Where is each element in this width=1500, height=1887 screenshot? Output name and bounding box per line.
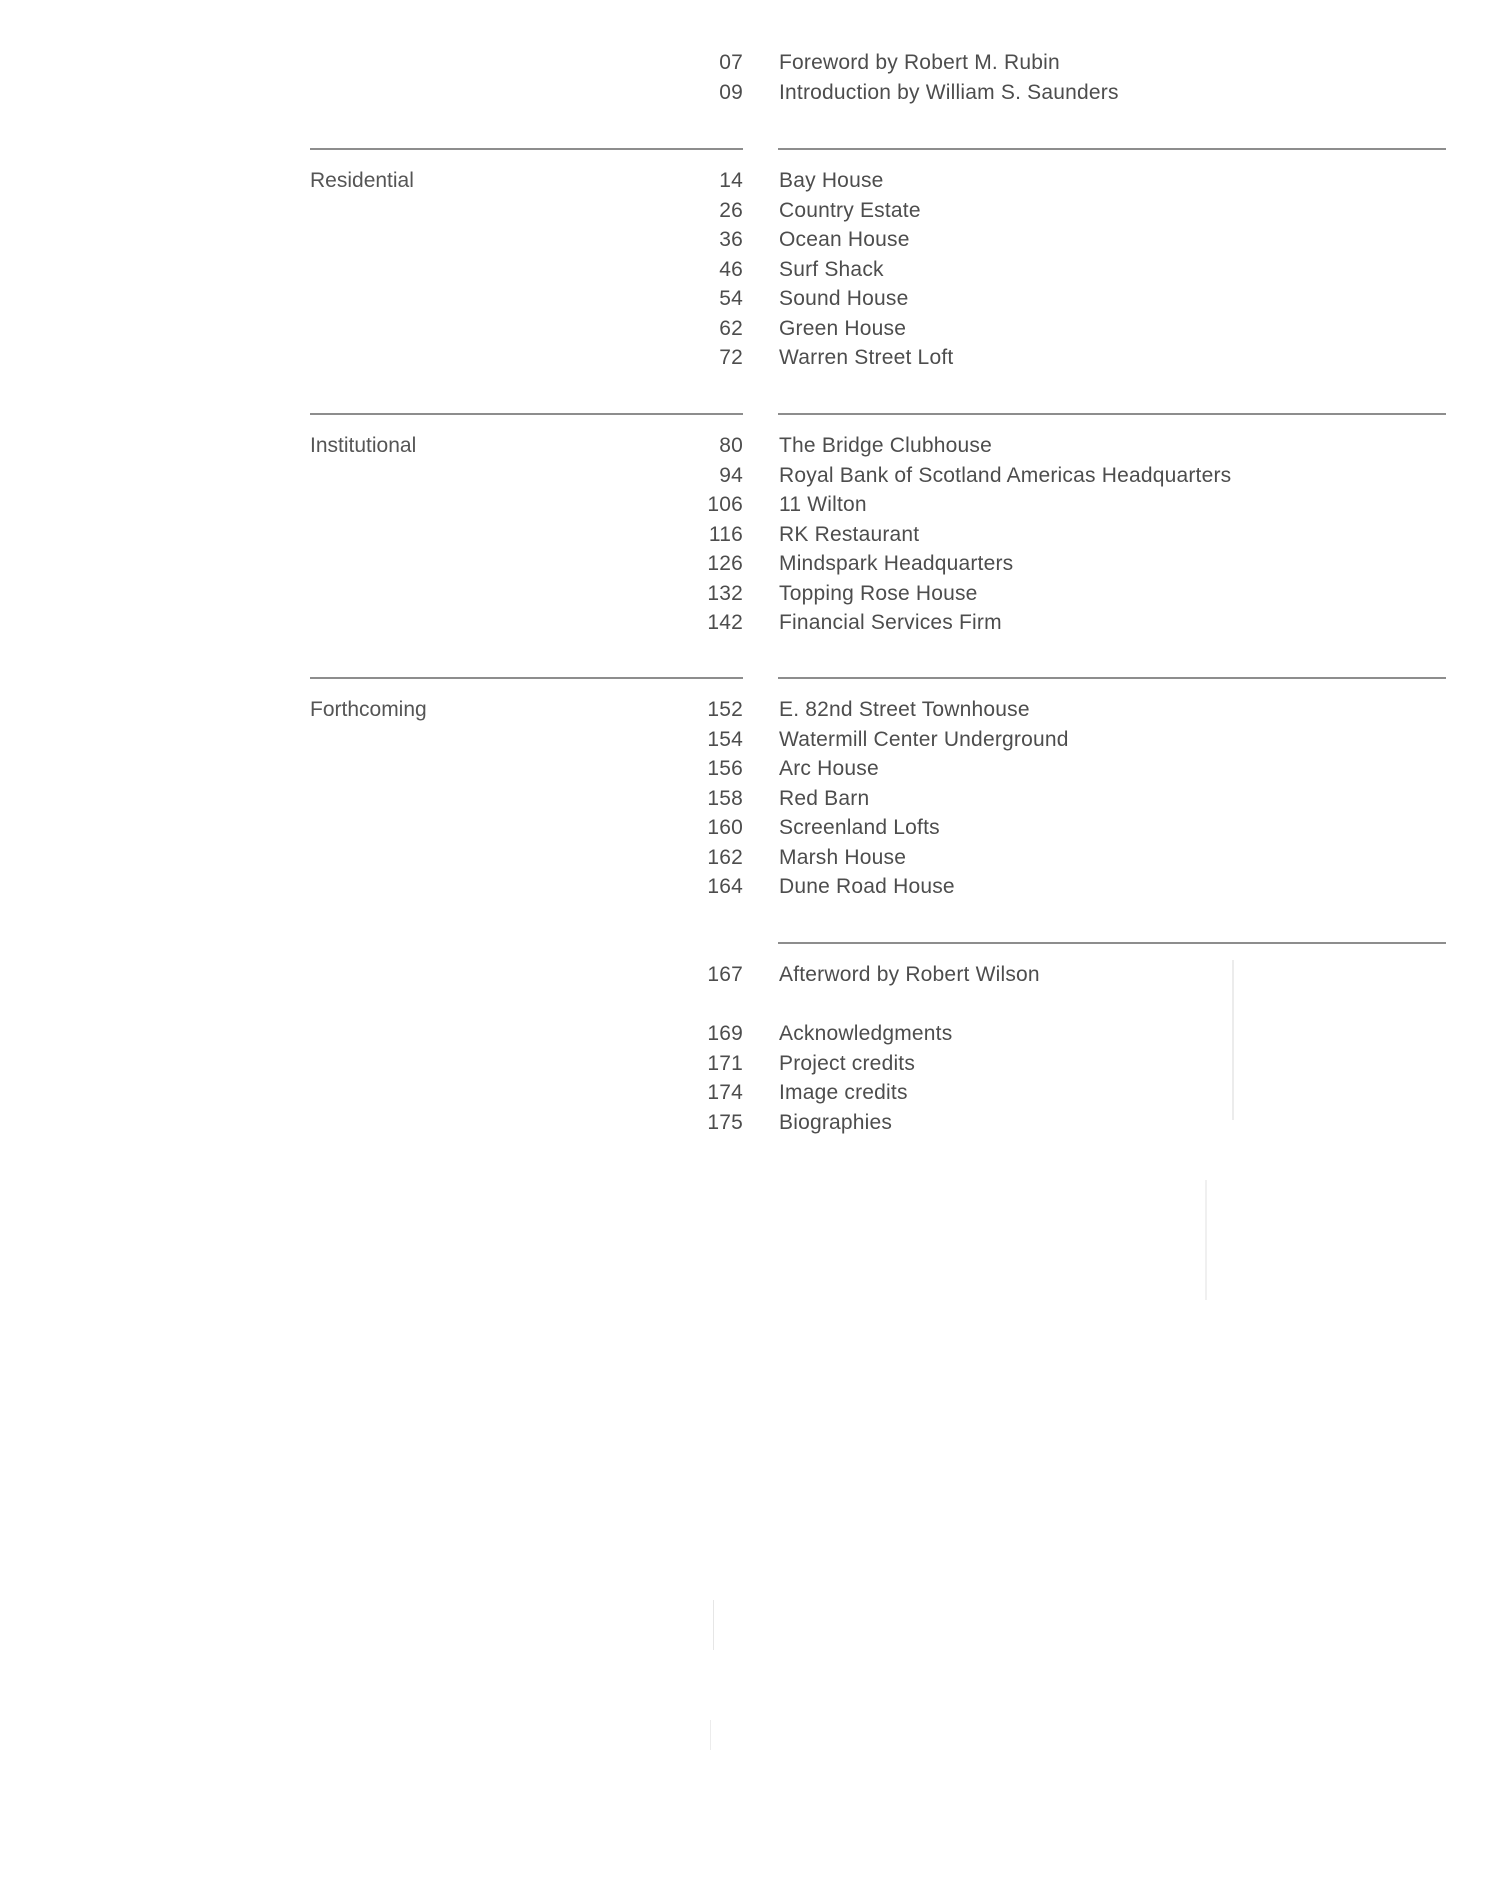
toc-entry xyxy=(0,343,1500,373)
section-divider-right xyxy=(778,148,1446,150)
entry-title: Dune Road House xyxy=(779,875,955,898)
page-number: 160 xyxy=(707,816,743,839)
entry-title: Mindspark Headquarters xyxy=(779,552,1014,575)
entry-title: Marsh House xyxy=(779,845,907,869)
section-divider-right xyxy=(778,942,1446,944)
toc-entry xyxy=(0,78,1500,108)
toc-entry xyxy=(0,255,1500,285)
section-divider-left xyxy=(310,677,743,679)
entry-title: Foreword by Robert M. Rubin xyxy=(779,51,1060,74)
toc-entry xyxy=(0,490,1500,520)
toc-entry xyxy=(0,549,1500,579)
toc-entry xyxy=(0,461,1500,491)
scan-artifact xyxy=(1232,960,1234,1120)
page-number: 126 xyxy=(707,552,743,575)
entry-title: Image credits xyxy=(779,1081,908,1104)
entry-title: Royal Bank of Scotland Americas Headquarters xyxy=(779,463,1232,487)
scan-artifact xyxy=(710,1720,711,1750)
section-label: Forthcoming xyxy=(310,698,427,721)
section-divider-left xyxy=(310,148,743,150)
entry-title: Warren Street Loft xyxy=(779,346,954,369)
page-number: 152 xyxy=(707,698,743,721)
entry-title: RK Restaurant xyxy=(779,522,920,546)
section-divider-right xyxy=(778,677,1446,679)
entry-title: Introduction by William S. Saunders xyxy=(779,80,1119,104)
section-divider-left xyxy=(310,413,743,415)
page-number: 106 xyxy=(707,493,743,516)
entry-title: Ocean House xyxy=(779,228,910,251)
page-number: 169 xyxy=(707,1022,743,1045)
page-number: 94 xyxy=(719,463,743,487)
toc-entry xyxy=(0,431,1500,461)
toc-entry xyxy=(0,754,1500,784)
page-number: 175 xyxy=(707,1110,743,1134)
entry-title: E. 82nd Street Townhouse xyxy=(779,698,1030,721)
entry-title: Sound House xyxy=(779,287,909,310)
scan-artifact xyxy=(713,1600,714,1650)
toc-entry xyxy=(0,314,1500,344)
toc-entry xyxy=(0,695,1500,725)
page-number: 158 xyxy=(707,786,743,810)
entry-title: 11 Wilton xyxy=(779,493,867,516)
toc-entry-afterword xyxy=(0,960,1500,990)
toc-entry xyxy=(0,1078,1500,1108)
page-number: 09 xyxy=(719,80,743,104)
toc-entry xyxy=(0,1049,1500,1079)
entry-title: Topping Rose House xyxy=(779,581,978,605)
toc-entry xyxy=(0,48,1500,78)
entry-title: The Bridge Clubhouse xyxy=(779,434,992,457)
page-number: 72 xyxy=(719,346,743,369)
page-number: 174 xyxy=(707,1081,743,1104)
entry-title: Watermill Center Underground xyxy=(779,727,1069,751)
toc-entry xyxy=(0,608,1500,638)
entry-title: Red Barn xyxy=(779,786,870,810)
page-number: 162 xyxy=(707,845,743,869)
page-number: 80 xyxy=(719,434,743,457)
toc-entry xyxy=(0,813,1500,843)
entry-title: Screenland Lofts xyxy=(779,816,940,839)
entry-title: Project credits xyxy=(779,1051,916,1075)
toc-entry xyxy=(0,284,1500,314)
toc-entry xyxy=(0,1108,1500,1138)
entry-title: Bay House xyxy=(779,169,884,192)
toc-entry xyxy=(0,872,1500,902)
page-number: 46 xyxy=(719,257,743,281)
entry-title: Acknowledgments xyxy=(779,1022,953,1045)
toc-entry xyxy=(0,166,1500,196)
entry-title: Country Estate xyxy=(779,198,921,222)
page-number: 07 xyxy=(719,51,743,74)
page-number: 62 xyxy=(719,316,743,340)
page-number: 154 xyxy=(707,727,743,751)
entry-title: Financial Services Firm xyxy=(779,611,1002,634)
section-label: Institutional xyxy=(310,434,417,457)
entry-title: Biographies xyxy=(779,1110,893,1134)
page-number: 171 xyxy=(707,1051,743,1075)
page-number: 164 xyxy=(707,875,743,898)
toc-entry xyxy=(0,725,1500,755)
page-number: 14 xyxy=(719,169,743,192)
page-number: 54 xyxy=(719,287,743,310)
toc-entry xyxy=(0,784,1500,814)
section-label: Residential xyxy=(310,169,414,192)
entry-title: Green House xyxy=(779,316,907,340)
page-number: 142 xyxy=(707,611,743,634)
page-number: 116 xyxy=(708,522,743,546)
page-number: 156 xyxy=(707,757,743,780)
toc-entry xyxy=(0,196,1500,226)
entry-title: Arc House xyxy=(779,757,879,780)
scan-artifact xyxy=(1205,1180,1207,1300)
entry-title: Afterword by Robert Wilson xyxy=(779,963,1040,986)
section-divider-right xyxy=(778,413,1446,415)
toc-entry xyxy=(0,520,1500,550)
toc-entry xyxy=(0,225,1500,255)
toc-entry xyxy=(0,1019,1500,1049)
toc-entry xyxy=(0,843,1500,873)
page-number: 132 xyxy=(707,581,743,605)
entry-title: Surf Shack xyxy=(779,257,884,281)
page-number: 36 xyxy=(719,228,743,251)
page-number: 26 xyxy=(719,198,743,222)
toc-entry xyxy=(0,579,1500,609)
page-number: 167 xyxy=(707,963,743,986)
